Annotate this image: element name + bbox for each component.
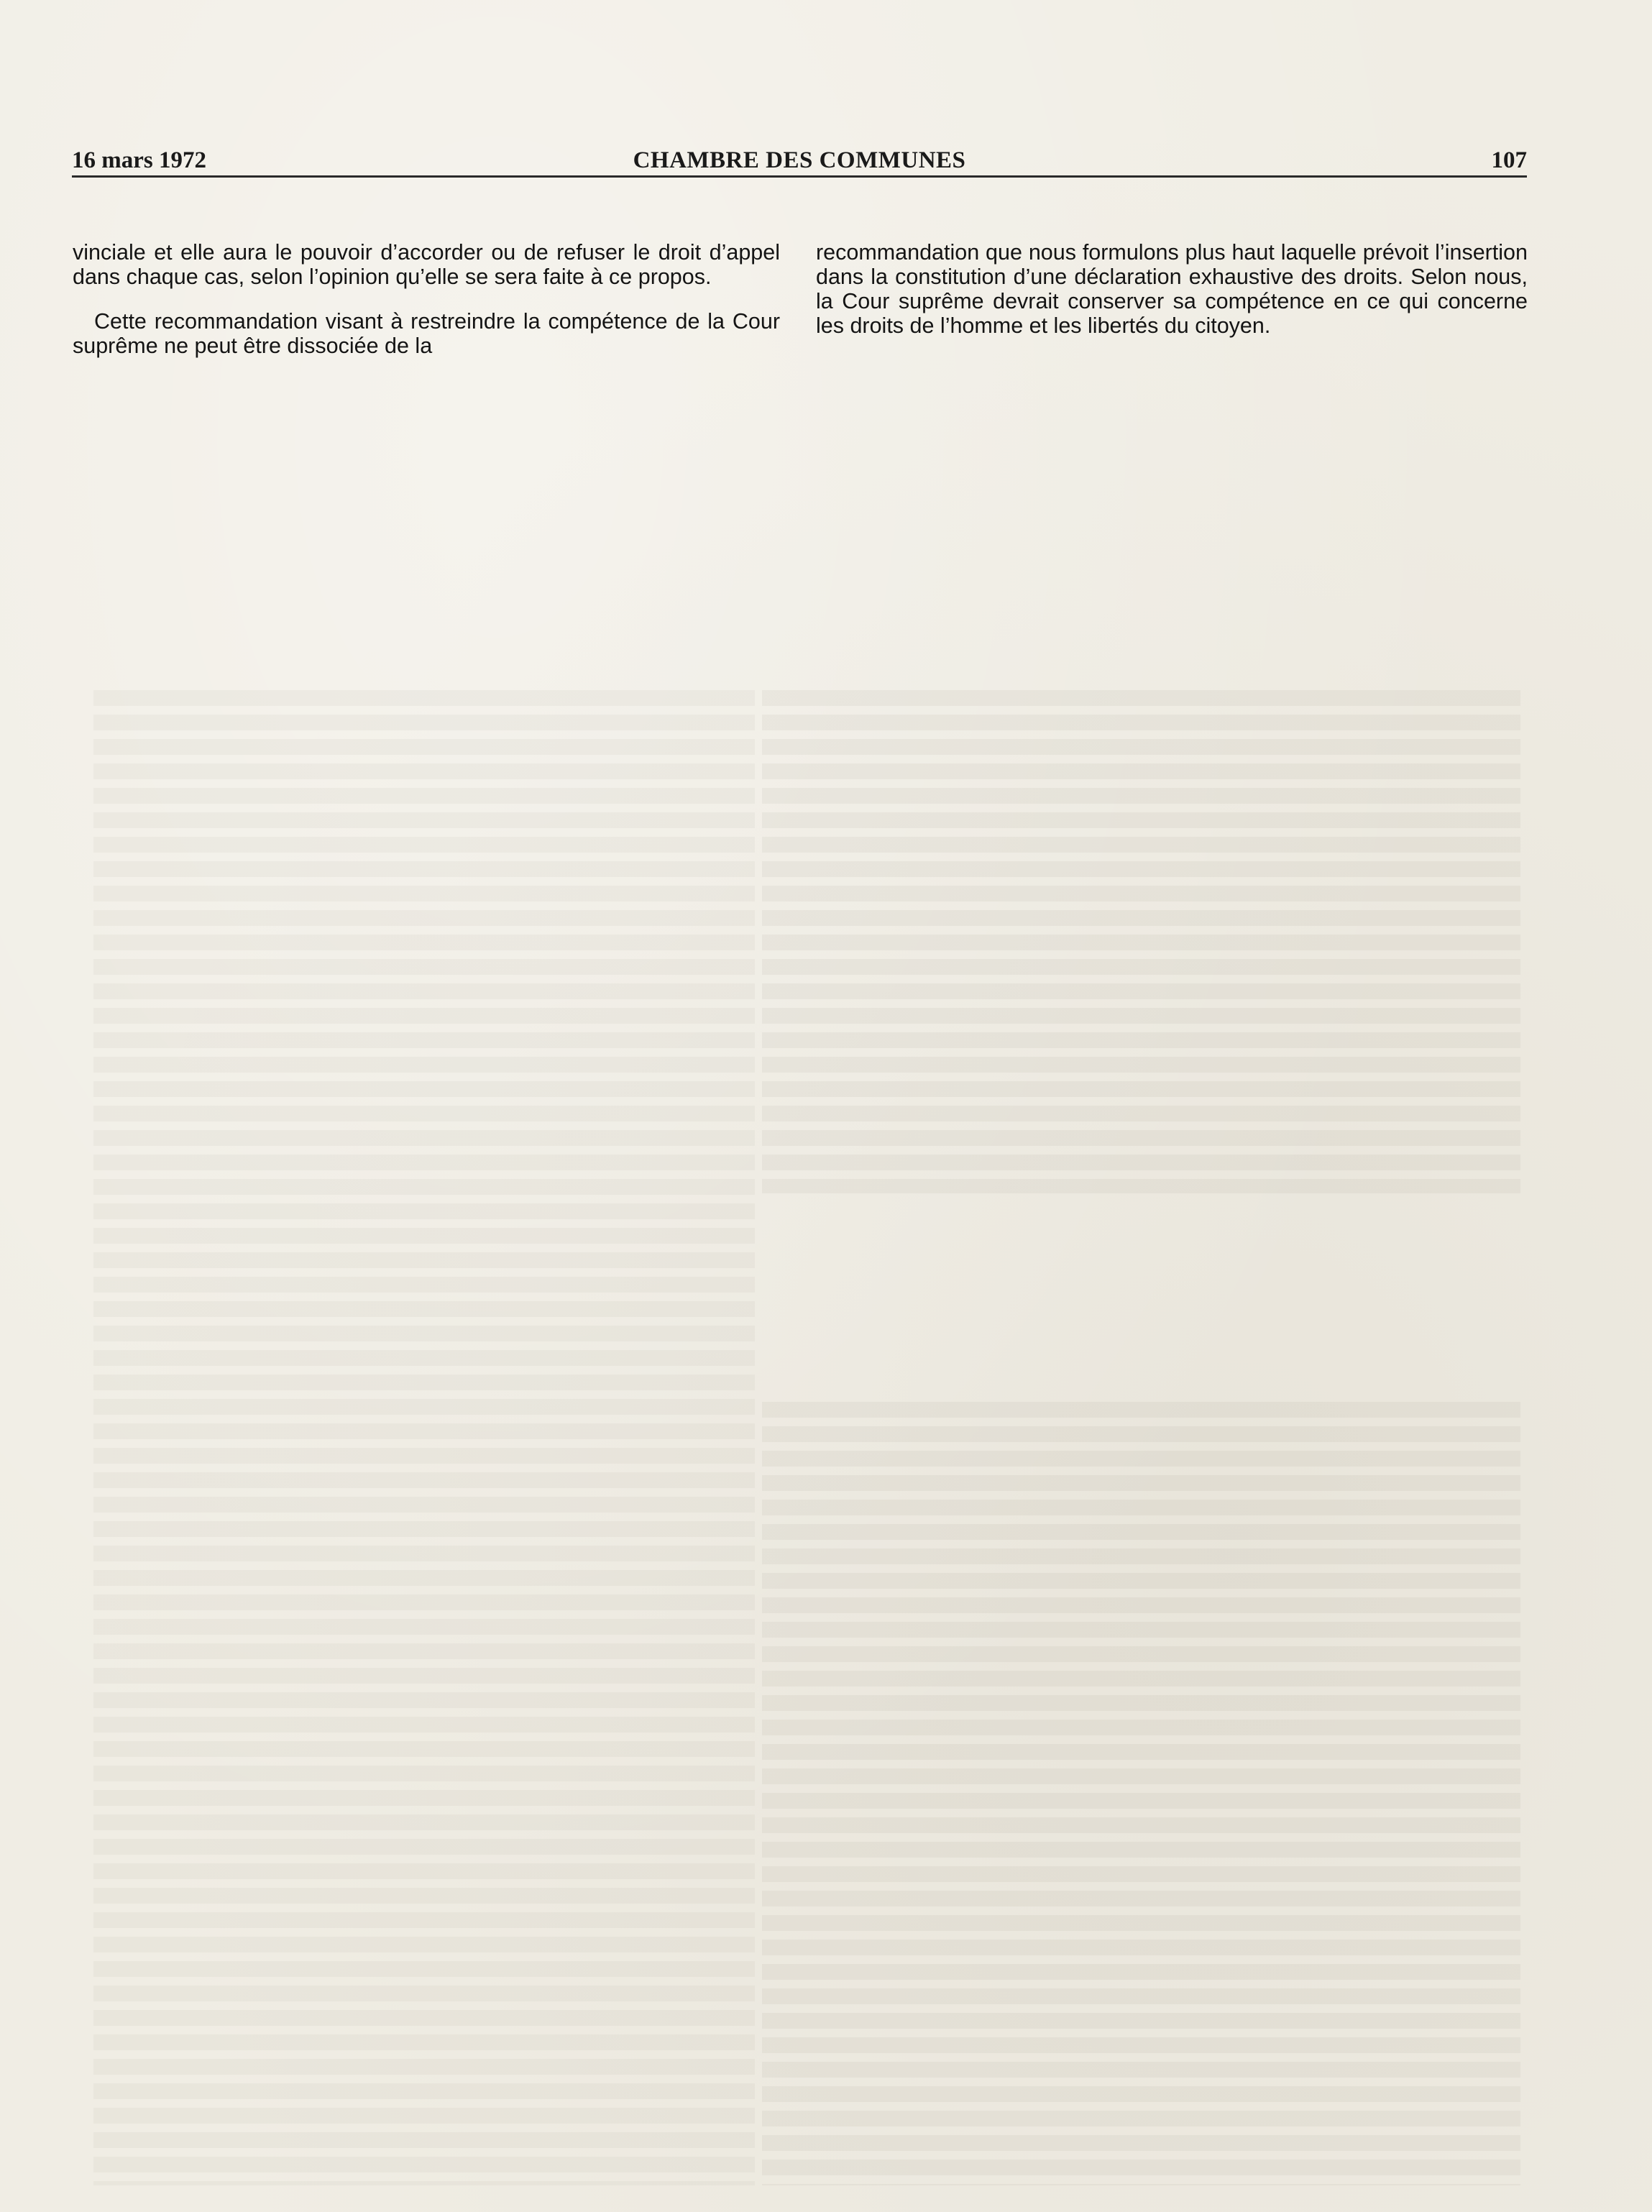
left-paragraph-1: vinciale et elle aura le pouvoir d’accorder ou de refuser le droit d’appel dans chaque cas, selon l’opinion qu’elle se sera faite à ce propos. bbox=[73, 240, 780, 289]
page-number: 107 bbox=[1491, 147, 1527, 173]
left-column bbox=[73, 240, 780, 358]
header-rule bbox=[72, 175, 1527, 178]
running-header bbox=[72, 147, 1527, 176]
right-column bbox=[816, 240, 1528, 338]
header-title: CHAMBRE DES COMMUNES bbox=[633, 147, 966, 173]
header-date: 16 mars 1972 bbox=[72, 147, 206, 173]
left-paragraph-2: Cette recommandation visant à restreindre la compétence de la Cour suprême ne peut être dissociée de la bbox=[73, 309, 780, 358]
bleed-through-block-right bbox=[93, 690, 755, 2185]
bleed-through-block-left bbox=[762, 690, 1520, 1193]
right-paragraph-1: recommandation que nous formulons plus haut laquelle prévoit l’insertion dans la constitution d’une déclaration exhaustive des droits. Selon nous, la Cour suprême devrait conserver sa compétence en ce qui concerne les droits de l’homme et les libertés du citoyen. bbox=[816, 240, 1528, 338]
bleed-through-block-left-2 bbox=[762, 1402, 1520, 2185]
